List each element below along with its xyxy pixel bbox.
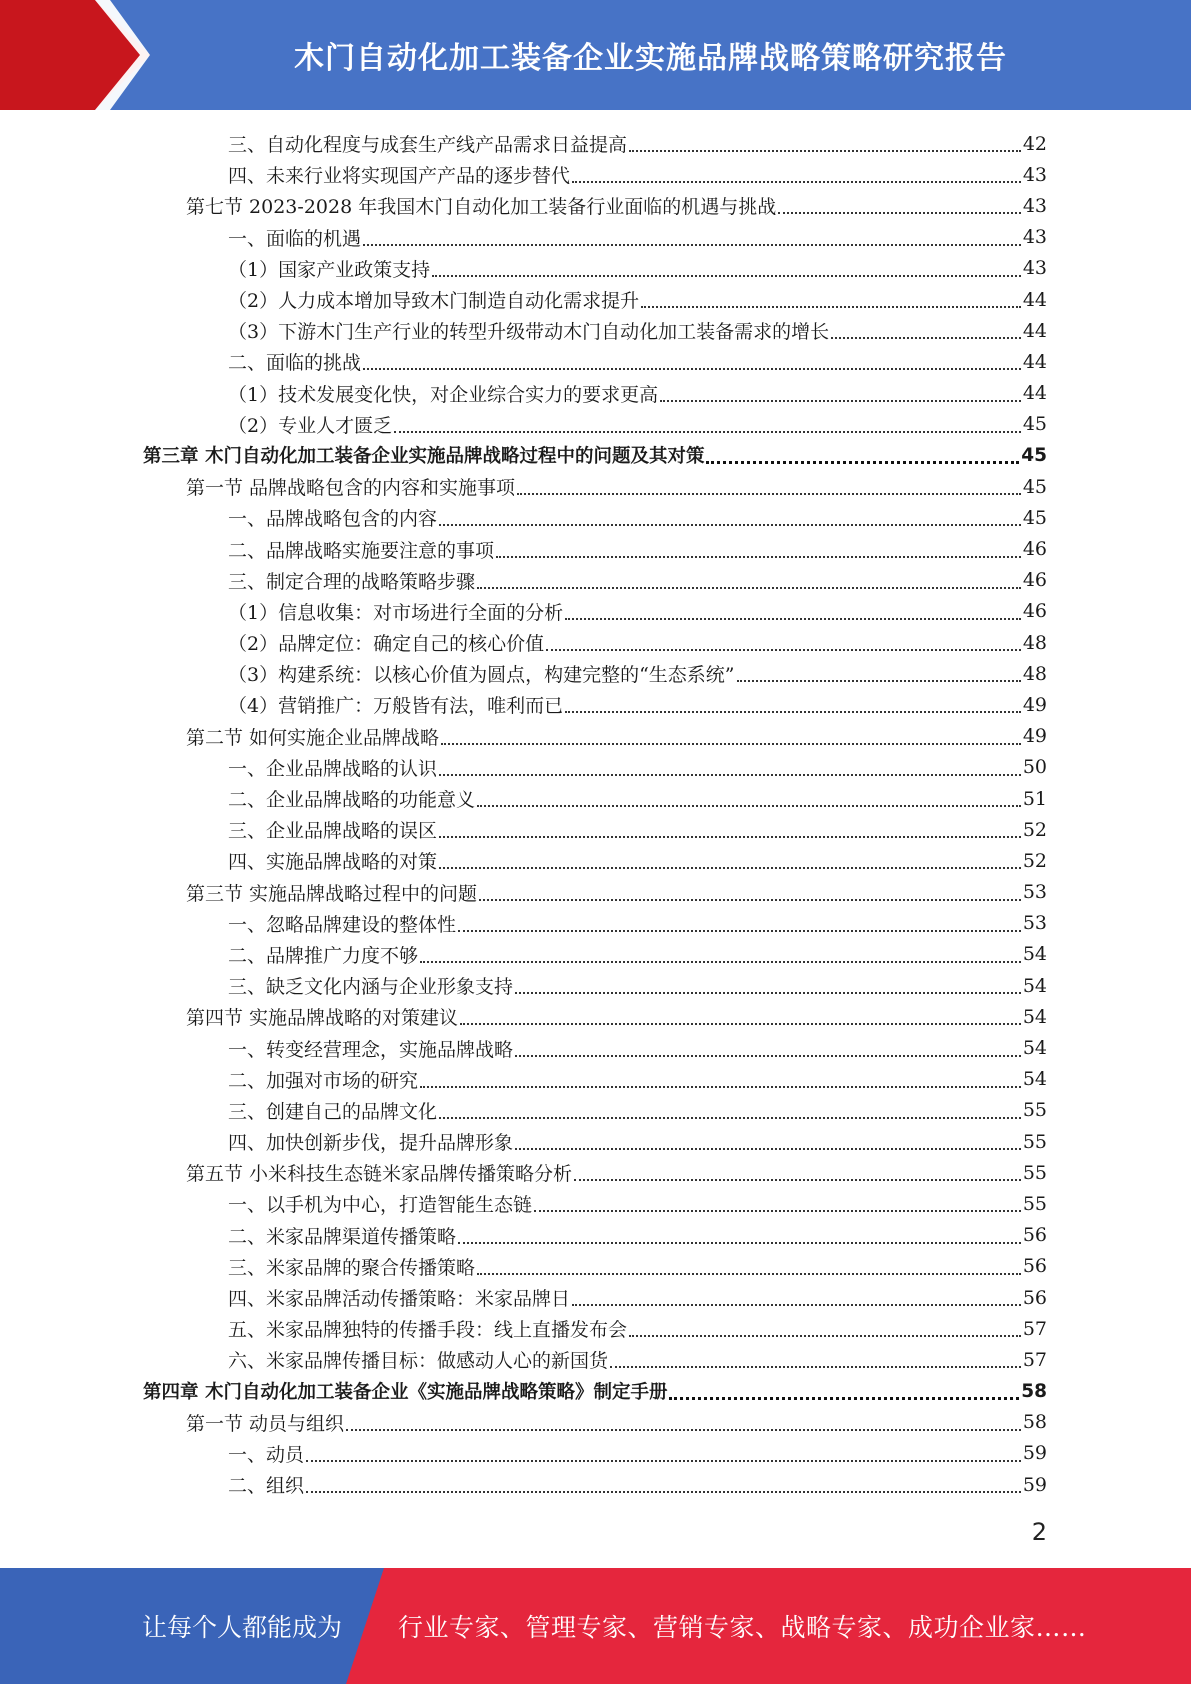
toc-subsection-entry[interactable]	[0, 159, 1191, 190]
toc-subsection-entry[interactable]	[0, 378, 1191, 409]
toc-entry-label: （1）国家产业政策支持	[228, 258, 431, 281]
toc-entry-label: （3）构建系统：以核心价值为圆点，构建完整的“生态系统”	[228, 664, 735, 687]
toc-entry-page: 42	[1022, 132, 1047, 155]
toc-entry-page: 49	[1022, 693, 1047, 716]
toc-entry-page: 55	[1022, 1099, 1047, 1122]
toc-subsection-entry[interactable]	[0, 752, 1191, 783]
toc-leader-dots	[458, 929, 1021, 932]
toc-leader-dots	[363, 367, 1021, 370]
toc-entry-page: 59	[1022, 1442, 1047, 1465]
toc-entry-label: 三、创建自己的品牌文化	[228, 1100, 438, 1123]
toc-leader-dots	[629, 149, 1021, 152]
toc-entry-label: 第三节 实施品牌战略过程中的问题	[186, 882, 478, 905]
toc-entry-label: 二、企业品牌战略的功能意义	[228, 789, 476, 812]
toc-subsection-entry[interactable]	[0, 689, 1191, 720]
toc-entry-page: 43	[1022, 257, 1047, 280]
toc-leader-dots	[477, 804, 1021, 807]
toc-leader-dots	[546, 648, 1021, 651]
toc-entry-label: （1）技术发展变化快，对企业综合实力的要求更高	[228, 383, 659, 406]
toc-leader-dots	[517, 492, 1021, 495]
toc-leader-dots	[306, 1459, 1021, 1462]
toc-subsection-entry[interactable]	[0, 502, 1191, 533]
toc-entry-page: 50	[1022, 756, 1047, 779]
toc-leader-dots	[831, 336, 1021, 339]
toc-entry-label: 一、动员	[228, 1443, 305, 1466]
toc-entry-label: 四、未来行业将实现国产产品的逐步替代	[228, 165, 571, 188]
toc-entry-page: 45	[1022, 413, 1047, 436]
toc-leader-dots	[477, 586, 1021, 589]
footer-slogan-left: 让每个人都能成为	[142, 1613, 343, 1642]
toc-leader-dots	[477, 1272, 1021, 1275]
toc-entry-label: 一、以手机为中心，打造智能生态链	[228, 1194, 533, 1217]
page-header	[0, 0, 1191, 110]
toc-leader-dots	[439, 1116, 1021, 1119]
toc-entry-page: 55	[1022, 1192, 1047, 1215]
toc-entry-label: 二、米家品牌渠道传播策略	[228, 1225, 457, 1248]
toc-subsection-entry[interactable]	[0, 908, 1191, 939]
toc-entry-label: 四、米家品牌活动传播策略：米家品牌日	[228, 1288, 571, 1311]
toc-leader-dots	[629, 1334, 1021, 1337]
toc-leader-dots	[394, 430, 1021, 433]
toc-entry-label: （2）专业人才匮乏	[228, 414, 393, 437]
toc-leader-dots	[441, 742, 1021, 745]
toc-entry-label: 四、实施品牌战略的对策	[228, 851, 438, 874]
toc-entry-label: 四、加快创新步伐，提升品牌形象	[228, 1132, 514, 1155]
toc-entry-label: 二、加强对市场的研究	[228, 1069, 419, 1092]
toc-entry-page: 44	[1022, 319, 1047, 342]
toc-entry-page: 44	[1022, 382, 1047, 405]
toc-leader-dots	[706, 460, 1019, 464]
toc-entry-page: 55	[1022, 1130, 1047, 1153]
toc-section-entry[interactable]	[0, 877, 1191, 908]
toc-subsection-entry[interactable]	[0, 346, 1191, 377]
toc-leader-dots	[565, 710, 1021, 713]
toc-leader-dots	[660, 399, 1021, 402]
toc-entry-page: 43	[1022, 226, 1047, 249]
toc-subsection-entry[interactable]	[0, 565, 1191, 596]
toc-leader-dots	[346, 1428, 1021, 1431]
toc-leader-dots	[669, 1396, 1019, 1400]
toc-leader-dots	[432, 274, 1021, 277]
toc-leader-dots	[496, 555, 1021, 558]
toc-entry-label: 第七节 2023-2028 年我国木门自动化加工装备行业面临的机遇与挑战	[186, 196, 777, 219]
toc-entry-page: 44	[1022, 350, 1047, 373]
toc-section-entry[interactable]	[0, 190, 1191, 221]
toc-entry-label: 三、制定合理的战略策略步骤	[228, 570, 476, 593]
toc-entry-page: 57	[1022, 1317, 1047, 1340]
toc-subsection-entry[interactable]	[0, 814, 1191, 845]
toc-leader-dots	[363, 243, 1021, 246]
toc-entry-page: 45	[1022, 506, 1047, 529]
toc-entry-label: 第二节 如何实施企业品牌战略	[186, 726, 440, 749]
toc-entry-label: 二、品牌战略实施要注意的事项	[228, 539, 495, 562]
toc-subsection-entry[interactable]	[0, 315, 1191, 346]
toc-entry-page: 55	[1022, 1161, 1047, 1184]
toc-entry-page: 44	[1022, 288, 1047, 311]
toc-entry-label: 第四章 木门自动化加工装备企业《实施品牌战略策略》制定手册	[143, 1382, 668, 1404]
toc-entry-label: 三、缺乏文化内涵与企业形象支持	[228, 976, 514, 999]
toc-subsection-entry[interactable]	[0, 1126, 1191, 1157]
toc-subsection-entry[interactable]	[0, 970, 1191, 1001]
toc-leader-dots	[458, 1241, 1021, 1244]
toc-leader-dots	[641, 305, 1021, 308]
toc-entry-page: 48	[1022, 662, 1047, 685]
toc-entry-page: 56	[1022, 1286, 1047, 1309]
toc-entry-page: 54	[1022, 943, 1047, 966]
toc-entry-label: 一、企业品牌战略的认识	[228, 757, 438, 780]
toc-entry-label: 第五节 小米科技生态链米家品牌传播策略分析	[186, 1163, 573, 1186]
toc-entry-page: 58	[1022, 1411, 1047, 1434]
toc-leader-dots	[460, 1022, 1021, 1025]
toc-entry-page: 51	[1022, 787, 1047, 810]
table-of-contents	[0, 128, 1191, 1500]
toc-leader-dots	[479, 898, 1021, 901]
toc-entry-page: 53	[1022, 881, 1047, 904]
toc-leader-dots	[515, 1147, 1021, 1150]
toc-entry-page: 54	[1022, 1037, 1047, 1060]
toc-leader-dots	[572, 180, 1021, 183]
page-number: 2	[1031, 1518, 1047, 1546]
toc-subsection-entry[interactable]	[0, 627, 1191, 658]
toc-entry-label: 五、米家品牌独特的传播手段：线上直播发布会	[228, 1319, 628, 1342]
toc-entry-label: （3）下游木门生产行业的转型升级带动木门自动化加工装备需求的增长	[228, 321, 830, 344]
toc-subsection-entry[interactable]	[0, 284, 1191, 315]
toc-entry-page: 54	[1022, 1005, 1047, 1028]
toc-subsection-entry[interactable]	[0, 409, 1191, 440]
toc-subsection-entry[interactable]	[0, 128, 1191, 159]
toc-entry-page: 58	[1021, 1380, 1047, 1402]
toc-entry-page: 45	[1021, 444, 1047, 466]
header-red-arrow-shape	[0, 0, 150, 110]
toc-entry-page: 52	[1022, 818, 1047, 841]
toc-entry-page: 45	[1022, 475, 1047, 498]
toc-subsection-entry[interactable]	[0, 1064, 1191, 1095]
toc-section-entry[interactable]	[0, 721, 1191, 752]
toc-leader-dots	[306, 1490, 1021, 1493]
toc-entry-label: 一、品牌战略包含的内容	[228, 508, 438, 531]
toc-entry-label: 二、组织	[228, 1475, 305, 1498]
toc-entry-label: 第四节 实施品牌战略的对策建议	[186, 1007, 459, 1030]
toc-leader-dots	[439, 866, 1021, 869]
toc-entry-label: 第一节 动员与组织	[186, 1412, 345, 1435]
toc-leader-dots	[534, 1209, 1021, 1212]
toc-entry-page: 54	[1022, 974, 1047, 997]
toc-subsection-entry[interactable]	[0, 939, 1191, 970]
toc-entry-label: 三、米家品牌的聚合传播策略	[228, 1256, 476, 1279]
toc-leader-dots	[574, 1178, 1021, 1181]
toc-entry-label: 第三章 木门自动化加工装备企业实施品牌战略过程中的问题及其对策	[143, 446, 705, 468]
toc-leader-dots	[778, 211, 1021, 214]
toc-entry-page: 43	[1022, 163, 1047, 186]
toc-subsection-entry[interactable]	[0, 1313, 1191, 1344]
toc-entry-label: 二、面临的挑战	[228, 352, 362, 375]
toc-subsection-entry[interactable]	[0, 1469, 1191, 1500]
toc-entry-page: 46	[1022, 538, 1047, 561]
toc-entry-page: 46	[1022, 600, 1047, 623]
toc-entry-label: 一、转变经营理念，实施品牌战略	[228, 1038, 514, 1061]
toc-entry-label: 三、自动化程度与成套生产线产品需求日益提高	[228, 134, 628, 157]
page-footer	[0, 1568, 1191, 1684]
toc-subsection-entry[interactable]	[0, 845, 1191, 876]
toc-subsection-entry[interactable]	[0, 1438, 1191, 1469]
toc-leader-dots	[420, 1085, 1021, 1088]
report-title: 木门自动化加工装备企业实施品牌战略策略研究报告	[294, 41, 1007, 76]
toc-subsection-entry[interactable]	[0, 1188, 1191, 1219]
toc-section-entry[interactable]	[0, 1157, 1191, 1188]
toc-entry-label: 六、米家品牌传播目标：做感动人心的新国货	[228, 1350, 609, 1373]
toc-leader-dots	[610, 1365, 1021, 1368]
toc-entry-page: 56	[1022, 1255, 1047, 1278]
toc-section-entry[interactable]	[0, 1407, 1191, 1438]
toc-subsection-entry[interactable]	[0, 1095, 1191, 1126]
toc-subsection-entry[interactable]	[0, 596, 1191, 627]
toc-entry-page: 48	[1022, 631, 1047, 654]
toc-subsection-entry[interactable]	[0, 1032, 1191, 1063]
toc-subsection-entry[interactable]	[0, 1251, 1191, 1282]
toc-entry-label: 二、品牌推广力度不够	[228, 944, 419, 967]
toc-entry-label: （1）信息收集：对市场进行全面的分析	[228, 601, 564, 624]
toc-entry-page: 54	[1022, 1068, 1047, 1091]
toc-leader-dots	[737, 679, 1021, 682]
toc-leader-dots	[439, 773, 1021, 776]
toc-leader-dots	[565, 617, 1021, 620]
toc-leader-dots	[515, 1054, 1021, 1057]
toc-entry-page: 43	[1022, 194, 1047, 217]
toc-subsection-entry[interactable]	[0, 222, 1191, 253]
toc-entry-label: 一、面临的机遇	[228, 227, 362, 250]
toc-subsection-entry[interactable]	[0, 1282, 1191, 1313]
toc-leader-dots	[439, 835, 1021, 838]
footer-slogan-right: 行业专家、管理专家、营销专家、战略专家、成功企业家……	[398, 1613, 1087, 1642]
toc-entry-label: （4）营销推广：万般皆有法，唯利而已	[228, 695, 564, 718]
toc-subsection-entry[interactable]	[0, 1344, 1191, 1375]
toc-entry-label: （2）品牌定位：确定自己的核心价值	[228, 633, 545, 656]
toc-leader-dots	[439, 523, 1021, 526]
toc-entry-page: 46	[1022, 569, 1047, 592]
toc-entry-label: 一、忽略品牌建设的整体性	[228, 913, 457, 936]
toc-chapter-entry[interactable]	[0, 440, 1191, 471]
toc-entry-page: 53	[1022, 912, 1047, 935]
toc-entry-label: 第一节 品牌战略包含的内容和实施事项	[186, 477, 516, 500]
toc-leader-dots	[572, 1303, 1021, 1306]
toc-section-entry[interactable]	[0, 471, 1191, 502]
toc-entry-page: 57	[1022, 1348, 1047, 1371]
toc-entry-label: （2）人力成本增加导致木门制造自动化需求提升	[228, 290, 640, 313]
toc-subsection-entry[interactable]	[0, 783, 1191, 814]
toc-subsection-entry[interactable]	[0, 658, 1191, 689]
toc-leader-dots	[515, 991, 1021, 994]
toc-chapter-entry[interactable]	[0, 1376, 1191, 1407]
toc-section-entry[interactable]	[0, 1001, 1191, 1032]
toc-subsection-entry[interactable]	[0, 1220, 1191, 1251]
toc-entry-page: 59	[1022, 1473, 1047, 1496]
toc-entry-page: 52	[1022, 849, 1047, 872]
toc-entry-page: 49	[1022, 725, 1047, 748]
toc-leader-dots	[420, 960, 1021, 963]
toc-subsection-entry[interactable]	[0, 253, 1191, 284]
toc-entry-label: 三、企业品牌战略的误区	[228, 820, 438, 843]
toc-entry-page: 56	[1022, 1224, 1047, 1247]
toc-subsection-entry[interactable]	[0, 533, 1191, 564]
